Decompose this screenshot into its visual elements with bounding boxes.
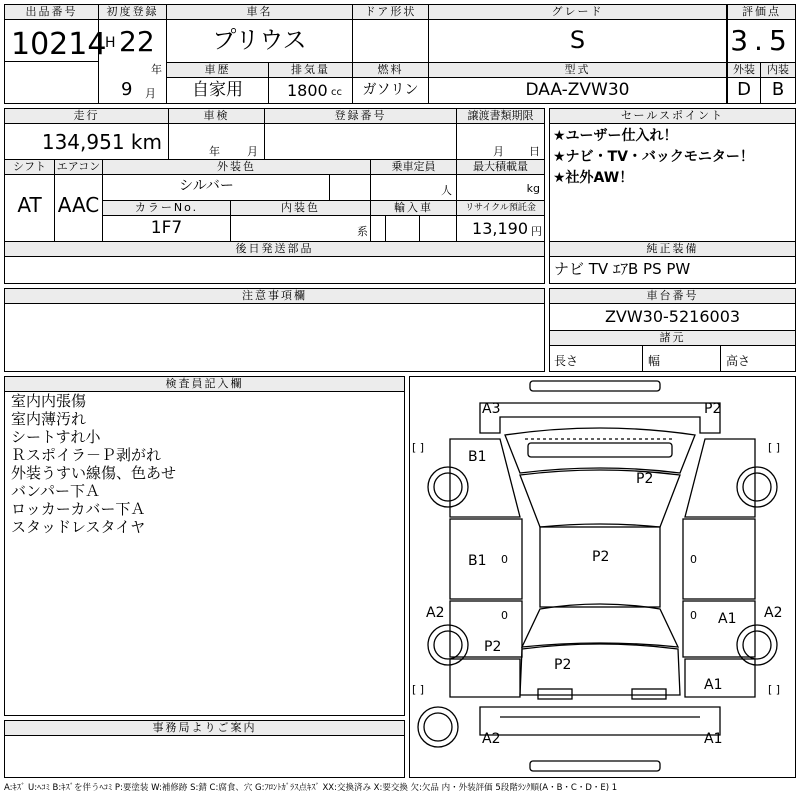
model-cell [429,63,727,103]
color-number-cell [103,201,231,241]
mileage-label: 走行 [5,109,168,124]
later-parts-cell [5,242,544,283]
inspector-line-4: Ｒスポイラ－Ｐ剥がれ [11,446,162,464]
interior-color-unit: 系 [357,225,368,238]
office-label: 事務局よりご案内 [5,721,404,736]
reg-number-label: 登録番号 [265,109,456,124]
mileage-cell [5,109,169,159]
color-value: シルバー [179,178,234,194]
displacement-value: 1800 [287,81,328,100]
recycle-value: 13,190 [472,219,528,238]
inspector-line-7: ロッカーカバー下Ａ [11,500,146,518]
damage-mark: A3 [482,401,501,417]
zero-mark: 0 [690,609,697,622]
car-outline-svg [410,377,795,777]
first-reg-cell [99,5,167,103]
damage-mark: A1 [704,677,723,693]
inspector-line-8: スタッドレスタイヤ [11,518,146,536]
damage-mark: A1 [718,611,737,627]
history-label: 車歴 [167,63,268,78]
insp-month-unit: 月 [247,145,258,158]
inspection-cell [169,109,265,159]
recycle-unit: 円 [531,225,542,238]
chassis-number: ZVW30-5216003 [604,307,741,326]
capacity-label: 乗車定員 [371,160,456,175]
inspector-label: 検査員記入欄 [5,377,404,392]
notes-block [4,288,545,372]
genuine-equipment-block [549,241,796,284]
reg-month: 9 [121,79,133,100]
history-cell [167,63,269,103]
color-cell [103,160,371,200]
import-cell [371,201,457,241]
car-diagram [409,376,796,778]
recycle-cell [457,201,544,241]
ac-label: エアコン [56,160,101,173]
zero-mark: 0 [501,609,508,622]
insp-year-unit: 年 [209,145,220,158]
displacement-cell [269,63,353,103]
bracket: [ ] [768,441,781,454]
legend: A:ｷｽﾞ U:ﾍｺﾐ B:ｷｽﾞを伴うﾍｺﾐ P:要塗装 W:補修跡 S:錆 C:腐食、穴 G:ﾌﾛﾝﾄｶﾞﾗｽ点ｷｽﾞ XX:交換済み X:要交換 欠:欠品 内・外装評価 5段階ﾗﾝｸ順(A・B・C・D・E) 1 [4,783,618,793]
bracket: [ ] [412,683,425,696]
fuel-label: 燃料 [353,63,428,78]
door-label: ドア形状 [353,5,428,20]
damage-mark: P2 [554,657,572,673]
details-block [4,108,545,284]
score-label: 評価点 [728,5,795,20]
lot-number: 10214 [11,27,107,62]
damage-mark: A1 [704,731,723,747]
reg-month-unit: 月 [145,87,156,100]
first-reg-label: 初度登録 [99,5,166,20]
color-number: 1F7 [150,218,183,238]
damage-mark: A2 [426,605,445,621]
width-label: 幅 [648,354,661,368]
transfer-cell [457,109,544,159]
import-label: 輸入車 [371,201,456,216]
sales-point-1: ★ユーザー仕入れ！ [553,128,678,144]
interior-grade-cell [761,63,795,103]
reg-year: 22 [119,25,155,58]
displacement-unit: cc [331,87,342,98]
damage-mark: P2 [636,471,654,487]
grade-cell [429,5,727,62]
damage-mark: B1 [468,449,487,465]
score-cell [727,5,795,62]
car-name: プリウス [212,26,307,54]
chassis-label: 車台番号 [550,289,795,304]
height-label: 高さ [726,354,751,368]
interior-label: 内装 [761,63,795,78]
length-label: 長さ [554,354,579,368]
reg-year-unit: 年 [151,63,162,76]
mileage-value: 134,951 km [41,130,162,154]
interior-color-label: 内装色 [231,201,370,216]
damage-mark: P2 [704,401,722,417]
ac-value: AAC [57,193,100,217]
fuel-value: ガソリン [362,82,419,98]
shift-label: シフト [5,160,54,175]
inspector-line-6: バンパー下Ａ [11,482,100,500]
color-label: 外装色 [103,160,370,175]
shift-cell [5,160,55,241]
displacement-label: 排気量 [269,63,352,78]
lot-number-label: 出品番号 [5,5,98,20]
load-cell [457,160,544,200]
door-cell [353,5,429,62]
interior-color-cell [231,201,371,241]
bracket: [ ] [412,441,425,454]
ac-cell [55,160,103,241]
transfer-day-unit: 日 [529,145,540,158]
transfer-month-unit: 月 [493,145,504,158]
chassis-block [549,288,796,372]
damage-mark: P2 [484,639,502,655]
sales-points-label: セールスポイント [550,109,795,124]
reg-number-cell [265,109,457,159]
inspection-label: 車検 [169,109,264,124]
model-label: 型式 [429,63,726,78]
recycle-label: リサイクル預託金 [457,201,544,216]
score-value: 3.5 [730,24,793,57]
damage-mark: A2 [764,605,783,621]
capacity-unit: 人 [441,184,452,197]
inspector-line-2: 室内薄汚れ [11,410,87,428]
history-value: 自家用 [192,80,243,100]
notes-label: 注意事項欄 [5,289,544,304]
exterior-label: 外装 [728,63,760,78]
sales-points-block [549,108,796,242]
shift-value: AT [17,193,42,217]
zero-mark: 0 [690,553,697,566]
sales-point-3: ★社外AW！ [553,170,634,186]
office-block [4,720,405,778]
interior-grade: B [771,79,785,100]
damage-mark: P2 [592,549,610,565]
grade-value: S [569,26,586,54]
damage-mark: A2 [482,731,501,747]
color-number-label: カラーNo. [103,201,230,216]
fuel-cell [353,63,429,103]
inspector-line-3: シートすれ小 [11,428,101,446]
load-label: 最大積載量 [457,160,544,175]
later-parts-label: 後日発送部品 [5,242,544,257]
inspector-line-1: 室内内張傷 [11,392,87,410]
load-unit: kg [526,182,540,195]
exterior-grade-cell [727,63,761,103]
genuine-label: 純正装備 [550,242,795,257]
inspector-line-5: 外装うすい線傷、色あせ [11,464,177,482]
capacity-cell [371,160,457,200]
bracket: [ ] [768,683,781,696]
car-name-cell [167,5,353,62]
model-value: DAA-ZVW30 [525,80,630,100]
dims-label: 諸元 [550,330,795,346]
era: H [105,35,116,51]
lot-number-cell [5,5,107,103]
transfer-label: 譲渡書類期限 [457,109,544,124]
car-name-label: 車名 [167,5,352,20]
zero-mark: 0 [501,553,508,566]
sales-point-2: ★ナビ・TV・バックモニター！ [553,149,754,165]
exterior-grade: D [737,79,751,100]
damage-mark: B1 [468,553,487,569]
genuine-value: ナビ TV ｴｱB PS PW [554,260,691,278]
inspector-block [4,376,405,716]
grade-label: グレード [429,5,726,20]
header-row-1 [4,4,796,104]
